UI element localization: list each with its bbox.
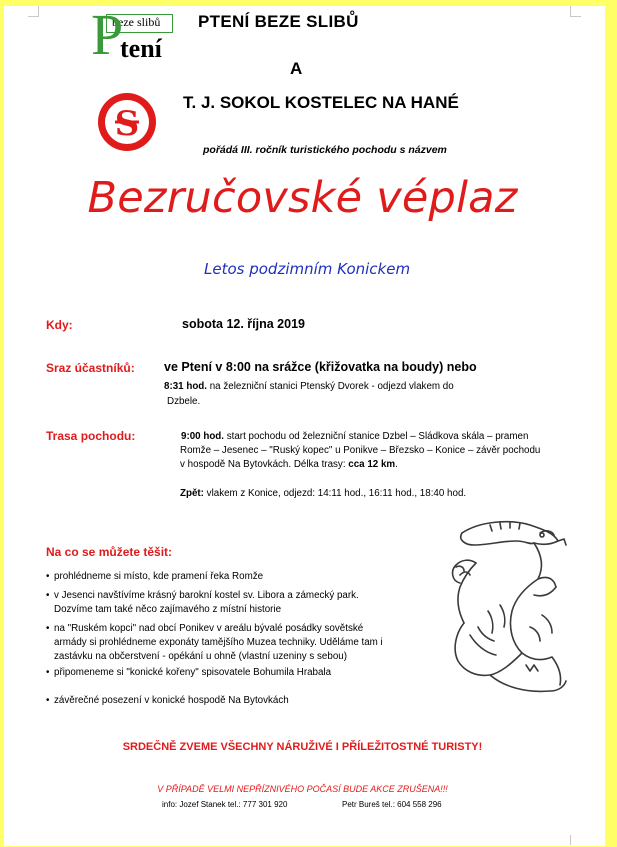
- route-line2: Romže – Jesenec – "Ruský kopec" u Ponikve – Březsko – Konice – závěr pochodu: [180, 445, 541, 456]
- organizer-title-sokol: T. J. SOKOL KOSTELEC NA HANÉ: [183, 93, 459, 112]
- return-line: [180, 487, 466, 501]
- lizard-illustration-icon: [430, 515, 580, 710]
- meet-alt-time: 8:31 hod.: [164, 381, 208, 392]
- return-label: Zpět:: [180, 488, 204, 499]
- route-label: Trasa pochodu:: [46, 429, 136, 443]
- list-item: • v Jesenci navštívíme krásný barokní kostel sv. Libora a zámecký park. Dozvíme tam také něco zajímavého z místní historie: [46, 589, 386, 617]
- route-line1: [181, 430, 591, 444]
- meet-value: ve Ptení v 8:00 na srážce (křižovatka na boudy) nebo: [164, 360, 477, 374]
- organizer-and: A: [290, 59, 303, 78]
- route-length: cca 12 km: [348, 459, 396, 470]
- invite-text: SRDEČNĚ ZVEME VŠECHNY NÁRUŽIVÉ I PŘÍLEŽITOSTNÉ TURISTY!: [122, 741, 483, 753]
- route-text3: v hospodě Na Bytovkách. Délka trasy:: [180, 459, 349, 470]
- crop-mark: [28, 6, 39, 17]
- meet-alt-line2: Dzbele.: [167, 396, 201, 407]
- highlights-heading: Na co se můžete těšit:: [46, 545, 173, 559]
- sokol-logo: [97, 92, 157, 152]
- meet-label: Sraz účastníků:: [46, 361, 135, 375]
- contact-bures: Petr Bureš tel.: 604 558 296: [342, 800, 442, 809]
- route-text1: start pochodu od železniční stanice Dzbel – Sládkova skála – pramen: [224, 431, 529, 442]
- logo-word: tení: [120, 34, 162, 63]
- route-time: 9:00 hod.: [181, 431, 225, 442]
- crop-mark: [570, 6, 581, 17]
- meet-alt-text: na železniční stanici Ptenský Dvorek - odjezd vlakem do: [207, 381, 454, 392]
- route-text3-end: .: [395, 459, 398, 470]
- svg-text:S: S: [114, 104, 140, 144]
- organizer-title: PTENÍ BEZE SLIBŮ: [198, 12, 359, 31]
- weather-warning: V PŘÍPADĚ VELMI NEPŘÍZNIVÉHO POČASÍ BUDE AKCE ZRUŠENA!!!: [157, 784, 448, 794]
- intro-text: pořádá III. ročník turistického pochodu s názvem: [203, 144, 447, 156]
- logo-letter: P: [91, 2, 124, 67]
- list-item: • prohlédneme si místo, kde pramení řeka Romže: [46, 570, 386, 584]
- list-item: • připomeneme si "konické kořeny" spisovatele Bohumila Hrabala: [46, 666, 386, 680]
- event-subtitle: Letos podzimním Konickem: [204, 260, 411, 278]
- ptenibezeslibu-logo: [91, 2, 175, 67]
- meet-alt-line1: [164, 380, 454, 394]
- event-name: Bezručovské véplaz: [87, 173, 518, 223]
- when-label: Kdy:: [46, 318, 73, 332]
- list-item: • závěrečné posezení v konické hospodě Na Bytovkách: [46, 694, 386, 708]
- return-value: vlakem z Konice, odjezd: 14:11 hod., 16:11 hod., 18:40 hod.: [203, 488, 467, 499]
- list-item: • na "Ruském kopci" nad obcí Ponikev v areálu bývalé posádky sovětské armády si prohlédneme exponáty tamějšího Muzea techniky. Uděláme tam i zastávku na občerstvení - opékání u ohně (vlastní uzeniny s sebou): [46, 622, 386, 664]
- when-value: sobota 12. října 2019: [182, 317, 305, 331]
- contact-stanek: info: Jozef Stanek tel.: 777 301 920: [162, 800, 288, 809]
- route-line3: [180, 458, 398, 472]
- logo-top-text: beze slibů: [112, 15, 161, 29]
- poster-sheet: [4, 2, 605, 846]
- crop-mark: [570, 835, 581, 845]
